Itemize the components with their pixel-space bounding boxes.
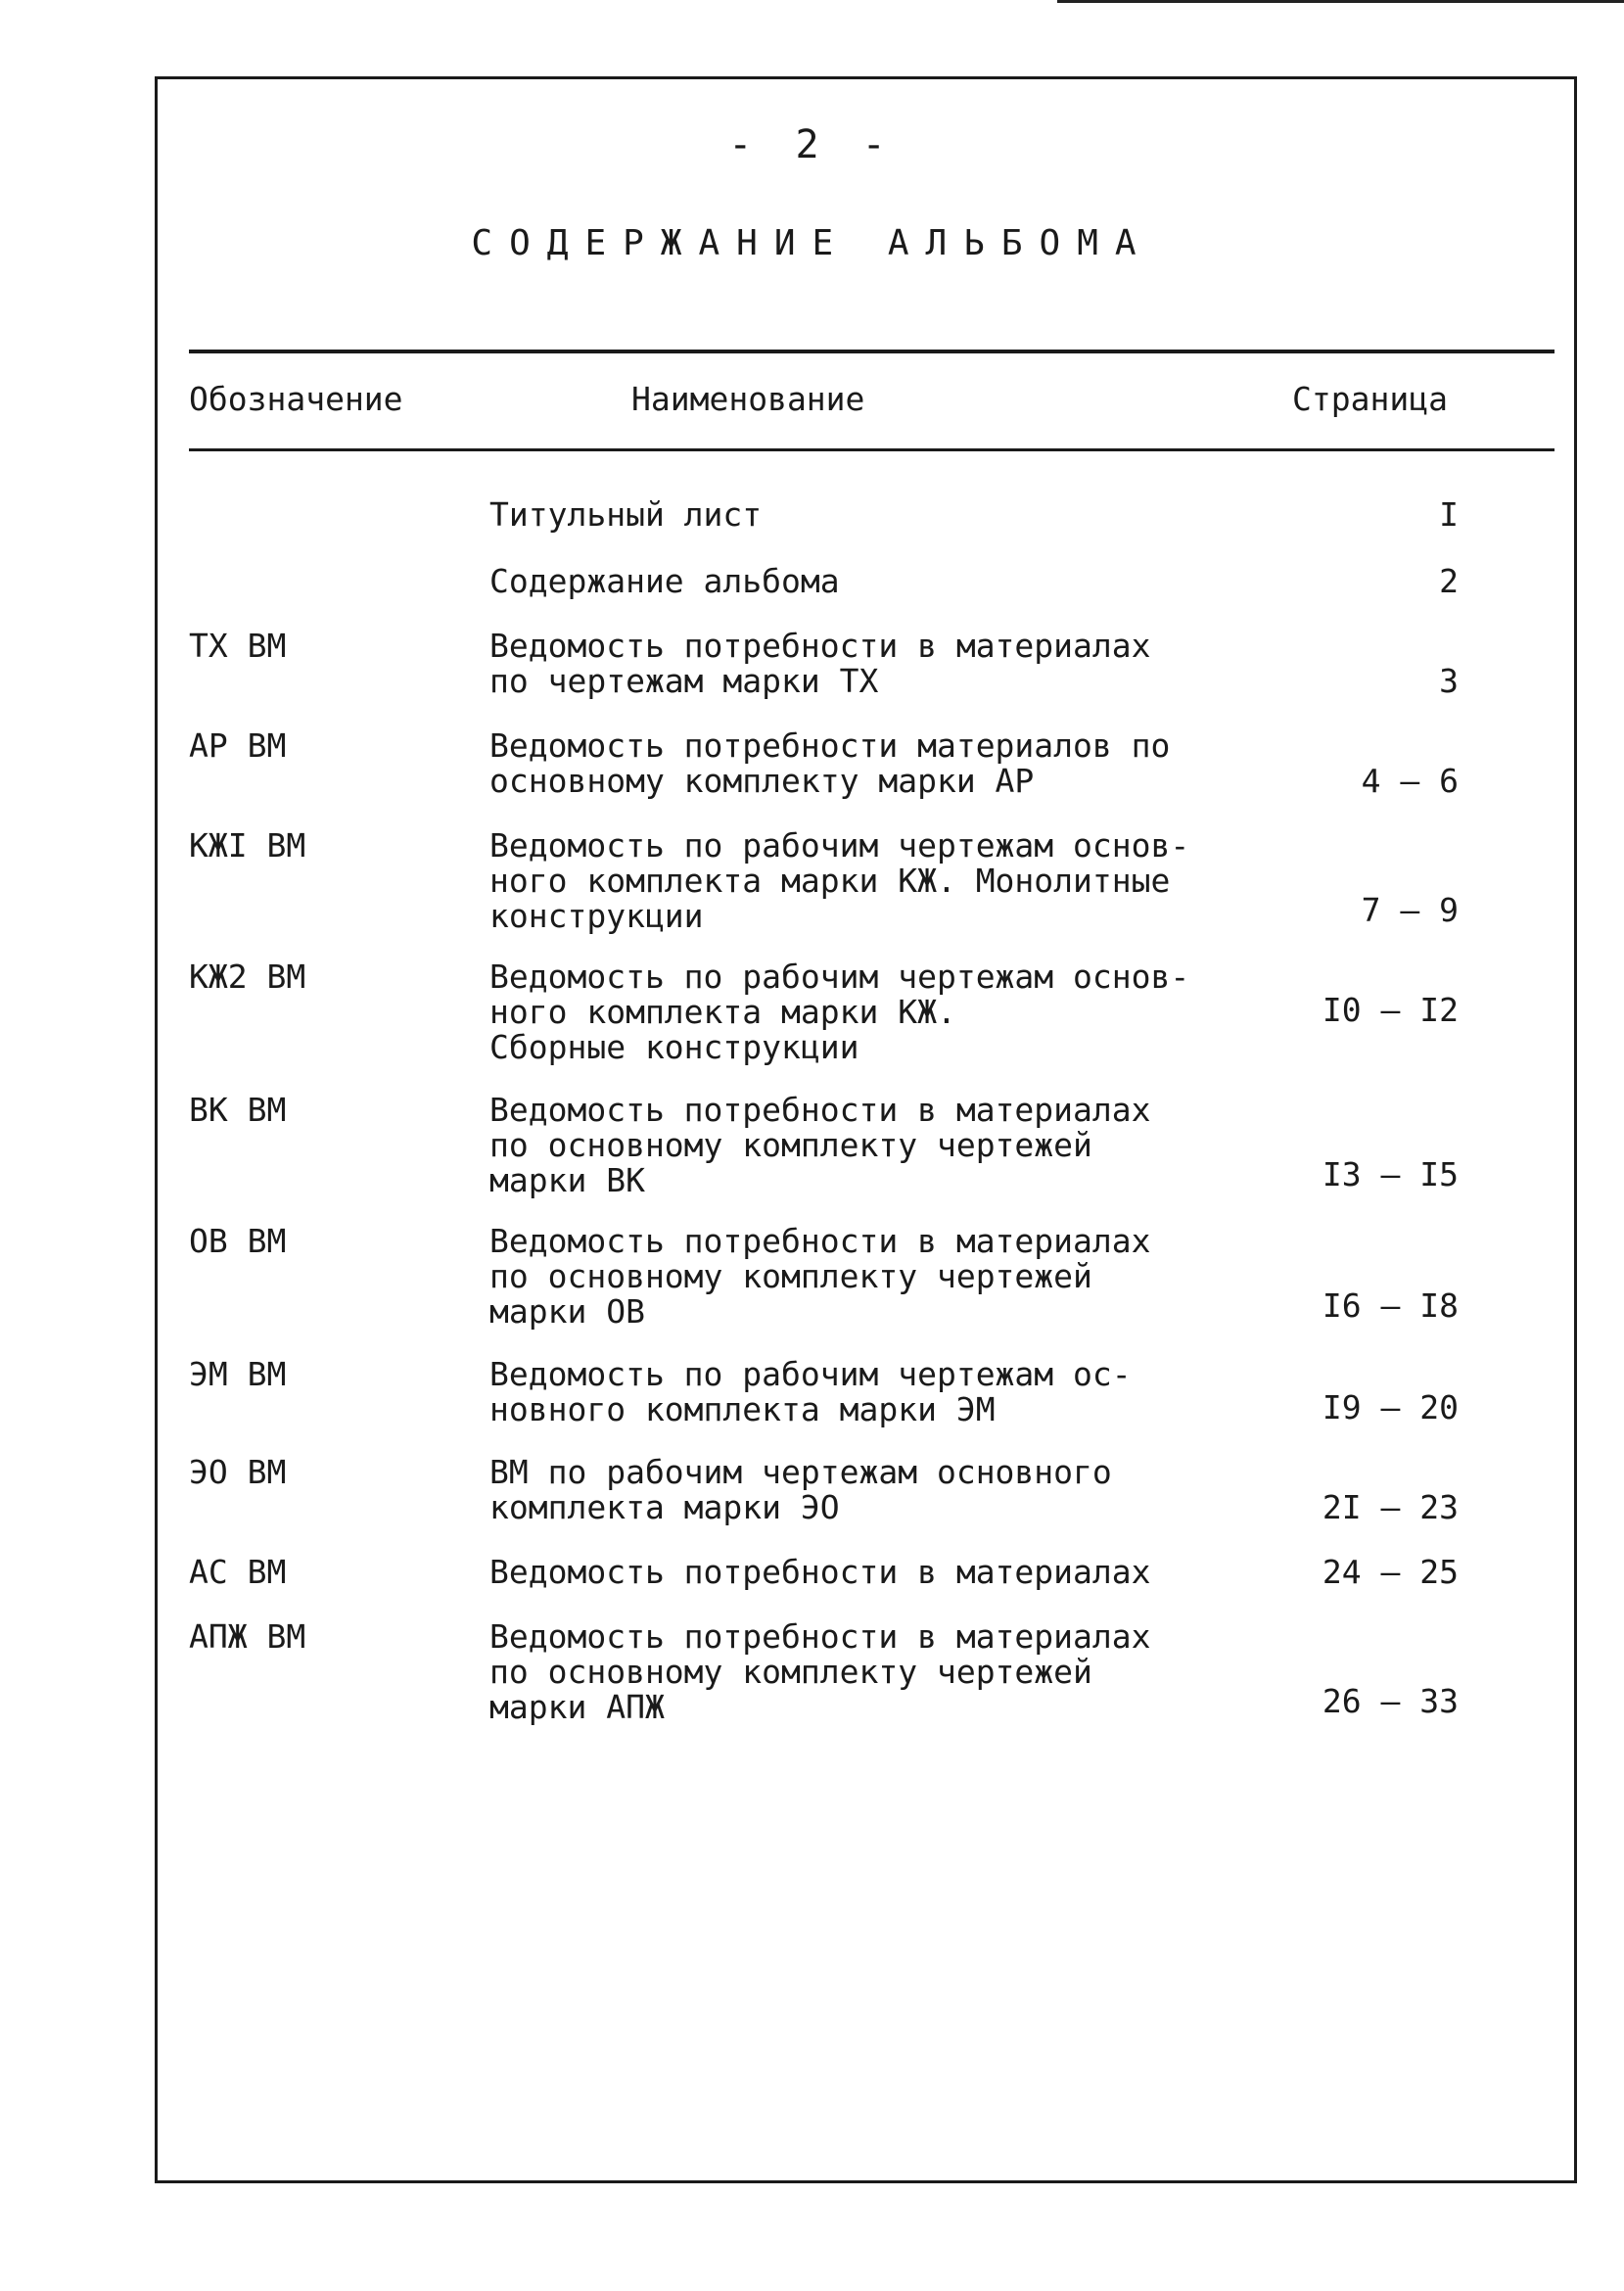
row-name: Ведомость потребности материалов по основному комплекту марки АР (489, 726, 1171, 800)
row-page: 26 – 33 (1322, 1682, 1459, 1720)
row-page: 2 (1439, 562, 1459, 600)
row-page: 3 (1439, 662, 1459, 700)
row-code: ВК ВМ (189, 1091, 287, 1129)
top-edge-line (1057, 0, 1624, 3)
row-code: АР ВМ (189, 726, 287, 765)
row-page: 24 – 25 (1322, 1553, 1459, 1591)
row-page: I (1439, 495, 1459, 534)
header-page: Страница (1292, 380, 1448, 418)
row-page: 4 – 6 (1361, 762, 1459, 800)
row-code: ТХ ВМ (189, 627, 287, 665)
row-code: ОВ ВМ (189, 1222, 287, 1260)
row-page: I3 – I5 (1322, 1155, 1459, 1193)
row-name: Титульный лист (489, 495, 763, 534)
row-page: I9 – 20 (1322, 1388, 1459, 1426)
row-code: ЭМ ВМ (189, 1355, 287, 1393)
row-code: АС ВМ (189, 1553, 287, 1591)
document-title: СОДЕРЖАНИЕ АЛЬБОМА (471, 223, 1153, 263)
row-name: Содержание альбома (489, 562, 840, 600)
row-name: Ведомость по рабочим чертежам ос- новного комплекта марки ЭМ (489, 1355, 1132, 1428)
header-name: Наименование (631, 380, 865, 418)
row-page: 7 – 9 (1361, 891, 1459, 929)
row-name: Ведомость потребности в материалах по основному комплекту чертежей марки АПЖ (489, 1617, 1151, 1726)
row-name: ВМ по рабочим чертежам основного комплекта марки ЭО (489, 1453, 1112, 1526)
row-name: Ведомость потребности в материалах (489, 1553, 1151, 1591)
row-name: Ведомость по рабочим чертежам основ- ного комплекта марки КЖ. Монолитные конструкции (489, 826, 1190, 935)
row-name: Ведомость по рабочим чертежам основ- ного комплекта марки КЖ. Сборные конструкции (489, 958, 1190, 1066)
row-code: КЖI ВМ (189, 826, 306, 865)
row-page: I6 – I8 (1322, 1286, 1459, 1325)
row-name: Ведомость потребности в материалах по основному комплекту чертежей марки ВК (489, 1091, 1151, 1199)
header-code: Обозначение (189, 380, 403, 418)
page-number: - 2 - (728, 122, 896, 167)
row-name: Ведомость потребности в материалах по основному комплекту чертежей марки ОВ (489, 1222, 1151, 1331)
table-top-rule (189, 350, 1554, 353)
table-header-rule (189, 448, 1554, 451)
row-page: I0 – I2 (1322, 991, 1459, 1029)
row-code: АПЖ ВМ (189, 1617, 306, 1656)
row-code: КЖ2 ВМ (189, 958, 306, 996)
row-name: Ведомость потребности в материалах по чертежам марки ТХ (489, 627, 1151, 700)
row-code: ЭО ВМ (189, 1453, 287, 1491)
row-page: 2I – 23 (1322, 1488, 1459, 1526)
